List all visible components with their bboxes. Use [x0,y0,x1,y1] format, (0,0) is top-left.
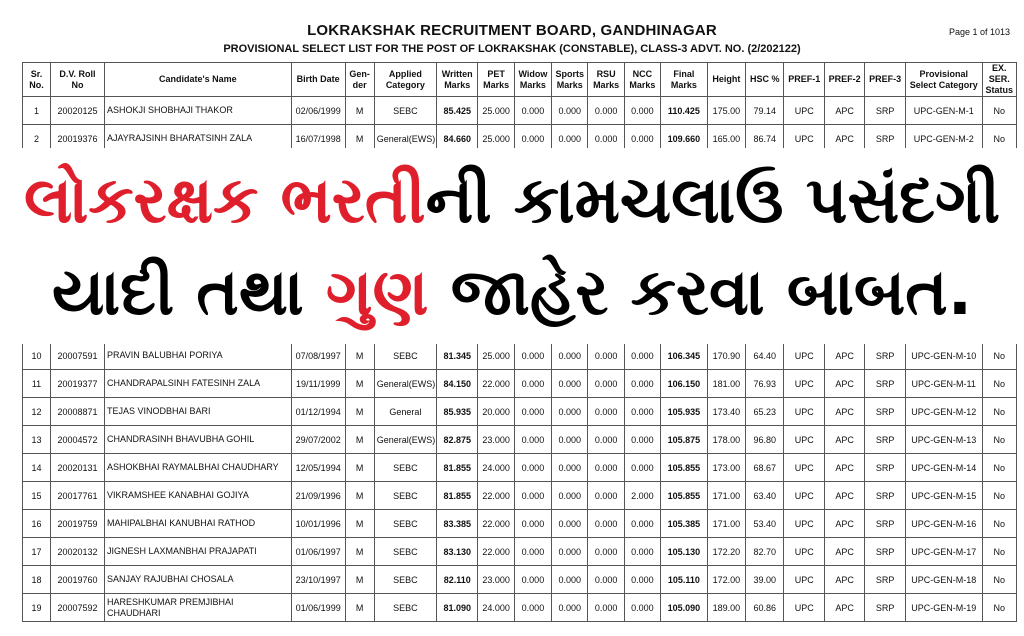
table-cell: 11 [23,370,51,398]
table-row [23,566,1017,594]
table-cell: SRP [865,125,905,153]
table-cell: 10 [23,342,51,370]
column-header: D.V. Roll No [51,63,105,97]
table-cell: 0.000 [514,125,551,153]
table-cell: M [345,594,374,622]
table-cell: 22.000 [478,510,514,538]
table-cell: 24.000 [478,594,514,622]
table-cell: SEBC [374,97,436,125]
table-cell: TEJAS VINODBHAI BARI [104,398,291,426]
table-cell: 24.000 [478,454,514,482]
table-cell: AJAYRAJSINH BHARATSINH ZALA [104,125,291,153]
table-cell: 20017761 [51,482,105,510]
table-cell: M [345,125,374,153]
table-cell: 20019377 [51,370,105,398]
table-cell: 22.000 [478,482,514,510]
table-row [23,398,1017,426]
table-row [23,594,1017,622]
table-cell: SRP [865,510,905,538]
table-cell: 20019376 [51,125,105,153]
table-cell: UPC [784,454,824,482]
table-cell: M [345,370,374,398]
table-cell: PRAVIN BALUBHAI PORIYA [104,342,291,370]
table-cell: No [982,426,1016,454]
table-cell: 0.000 [588,370,624,398]
table-cell: 2.000 [624,482,660,510]
table-cell: 165.00 [707,125,745,153]
table-cell: 173.00 [707,454,745,482]
table-cell: 0.000 [552,594,588,622]
table-cell: 10/01/1996 [291,510,345,538]
table-cell: 181.00 [707,370,745,398]
table-cell: 19/11/1999 [291,370,345,398]
table-cell: 20007592 [51,594,105,622]
table-cell: 63.40 [746,482,784,510]
table-cell: 0.000 [588,510,624,538]
table-cell: UPC-GEN-M-19 [905,594,982,622]
column-header: Candidate's Name [104,63,291,97]
table-cell: 173.40 [707,398,745,426]
document-subtitle: PROVISIONAL SELECT LIST FOR THE POST OF LOKRAKSHAK (CONSTABLE), CLASS-3 ADVT. NO. (2/202122) [223,43,801,55]
table-cell: UPC-GEN-M-12 [905,398,982,426]
table-cell: 84.660 [436,125,478,153]
table-cell: No [982,538,1016,566]
column-header: Sr. No. [23,63,51,97]
table-header-row [23,63,1017,97]
table-cell: SEBC [374,566,436,594]
table-cell: 96.80 [746,426,784,454]
table-cell: 0.000 [552,97,588,125]
table-cell: 0.000 [624,97,660,125]
table-cell: 81.090 [436,594,478,622]
table-cell: 105.855 [661,482,708,510]
table-cell: 1 [23,97,51,125]
table-cell: M [345,97,374,125]
table-cell: UPC-GEN-M-2 [905,125,982,153]
column-header: Written Marks [436,63,478,97]
table-row [23,426,1017,454]
table-cell: 20.000 [478,398,514,426]
table-cell: 0.000 [552,125,588,153]
table-cell: 20020131 [51,454,105,482]
table-cell: SRP [865,482,905,510]
banner-red-text-1: લોકરક્ષક ભરતી [23,164,426,238]
table-cell: UPC [784,482,824,510]
table-cell: 29/07/2002 [291,426,345,454]
table-cell: APC [824,398,864,426]
table-cell: M [345,454,374,482]
table-cell: 15 [23,482,51,510]
table-cell: General [374,398,436,426]
table-cell: No [982,398,1016,426]
table-cell: 16/07/1998 [291,125,345,153]
table-cell: 106.345 [661,342,708,370]
column-header: Applied Category [374,63,436,97]
table-cell: 13 [23,426,51,454]
table-cell: 0.000 [624,538,660,566]
table-cell: SRP [865,566,905,594]
table-cell: 0.000 [588,454,624,482]
table-cell: 22.000 [478,370,514,398]
table-cell: 12 [23,398,51,426]
table-cell: SRP [865,538,905,566]
table-cell: 0.000 [552,538,588,566]
table-cell: UPC-GEN-M-11 [905,370,982,398]
table-cell: 0.000 [514,454,551,482]
table-cell: 82.70 [746,538,784,566]
table-cell: UPC [784,566,824,594]
banner-line-2 [0,253,1024,333]
table-cell: 84.150 [436,370,478,398]
table-cell: 23.000 [478,566,514,594]
table-cell: 105.090 [661,594,708,622]
table-cell: CHANDRAPALSINH FATESINH ZALA [104,370,291,398]
table-cell: No [982,370,1016,398]
table-cell: No [982,510,1016,538]
table-cell: General(EWS) [374,370,436,398]
table-cell: 0.000 [588,125,624,153]
table-cell: 17 [23,538,51,566]
table-cell: APC [824,594,864,622]
table-cell: SRP [865,594,905,622]
table-cell: APC [824,566,864,594]
table-cell: No [982,566,1016,594]
table-cell: 0.000 [514,426,551,454]
table-cell: SEBC [374,594,436,622]
table-cell: MAHIPALBHAI KANUBHAI RATHOD [104,510,291,538]
column-header: Birth Date [291,63,345,97]
column-header: Provisional Select Category [905,63,982,97]
table-cell: General(EWS) [374,426,436,454]
table-cell: VIKRAMSHEE KANABHAI GOJIYA [104,482,291,510]
column-header: RSU Marks [588,63,624,97]
table-cell: 23/10/1997 [291,566,345,594]
table-cell: SRP [865,454,905,482]
table-cell: 81.855 [436,482,478,510]
table-cell: 12/05/1994 [291,454,345,482]
table-cell: UPC [784,370,824,398]
table-cell: SRP [865,370,905,398]
table-cell: 0.000 [514,594,551,622]
table-cell: 82.110 [436,566,478,594]
table-cell: 0.000 [514,566,551,594]
table-cell: No [982,125,1016,153]
table-cell: 16 [23,510,51,538]
document-title: LOKRAKSHAK RECRUITMENT BOARD, GANDHINAGAR [307,22,717,39]
column-header: NCC Marks [624,63,660,97]
table-cell: 39.00 [746,566,784,594]
table-cell: 60.86 [746,594,784,622]
table-cell: 20007591 [51,342,105,370]
table-cell: M [345,482,374,510]
table-cell: 21/09/1996 [291,482,345,510]
table-cell: 0.000 [552,342,588,370]
table-row [23,370,1017,398]
table-cell: 105.935 [661,398,708,426]
table-cell: 172.00 [707,566,745,594]
column-header: HSC % [746,63,784,97]
banner-red-text-2: ગુણ [325,256,429,330]
table-cell: No [982,482,1016,510]
table-cell: SRP [865,426,905,454]
table-cell: 0.000 [514,510,551,538]
table-cell: ASHOKBHAI RAYMALBHAI CHAUDHARY [104,454,291,482]
column-header: EX. SER. Status [982,63,1016,97]
table-cell: APC [824,97,864,125]
table-cell: 20008871 [51,398,105,426]
table-cell: 85.935 [436,398,478,426]
table-cell: CHANDRASINH BHAVUBHA GOHIL [104,426,291,454]
select-list-table-top [22,62,1017,153]
table-cell: 175.00 [707,97,745,125]
table-cell: SRP [865,97,905,125]
table-cell: 0.000 [588,566,624,594]
banner-black-text-2b: જાહેર કરવા બાબત. [428,256,973,330]
table-cell: 0.000 [624,566,660,594]
table-cell: 14 [23,454,51,482]
table-cell: 0.000 [588,594,624,622]
table-cell: UPC [784,594,824,622]
table-cell: 106.150 [661,370,708,398]
column-header: PREF-2 [824,63,864,97]
table-cell: 20019759 [51,510,105,538]
select-list-table-bottom [22,341,1017,622]
table-cell: SEBC [374,482,436,510]
table-cell: UPC [784,538,824,566]
table-cell: 81.855 [436,454,478,482]
table-cell: 79.14 [746,97,784,125]
table-cell: 01/12/1994 [291,398,345,426]
table-cell: 0.000 [514,398,551,426]
table-cell: 18 [23,566,51,594]
table-cell: 110.425 [661,97,708,125]
table-cell: SEBC [374,342,436,370]
table-cell: 189.00 [707,594,745,622]
table-cell: 0.000 [514,370,551,398]
table-cell: M [345,538,374,566]
table-cell: SRP [865,398,905,426]
table-cell: UPC [784,125,824,153]
table-cell: 02/06/1999 [291,97,345,125]
table-cell: 23.000 [478,426,514,454]
table-cell: APC [824,125,864,153]
table-cell: UPC-GEN-M-16 [905,510,982,538]
table-row [23,538,1017,566]
table-cell: 0.000 [588,97,624,125]
table-cell: 0.000 [588,482,624,510]
table-cell: 105.110 [661,566,708,594]
table-cell: 82.875 [436,426,478,454]
banner-black-text-2a: યાદી તથા [51,256,326,330]
table-cell: 105.875 [661,426,708,454]
table-cell: 81.345 [436,342,478,370]
column-header: Sports Marks [552,63,588,97]
table-cell: 172.20 [707,538,745,566]
table-cell: UPC-GEN-M-1 [905,97,982,125]
table-cell: UPC [784,342,824,370]
table-cell: M [345,566,374,594]
table-cell: 109.660 [661,125,708,153]
column-header: PREF-3 [865,63,905,97]
table-cell: APC [824,426,864,454]
table-row [23,97,1017,125]
table-cell: HARESHKUMAR PREMJIBHAI CHAUDHARI [104,594,291,622]
table-cell: 68.67 [746,454,784,482]
table-cell: 0.000 [514,538,551,566]
table-cell: APC [824,370,864,398]
table-cell: 0.000 [624,594,660,622]
column-header: PET Marks [478,63,514,97]
table-cell: No [982,342,1016,370]
table-cell: 76.93 [746,370,784,398]
table-cell: 105.855 [661,454,708,482]
table-cell: 0.000 [552,510,588,538]
table-cell: 0.000 [624,426,660,454]
table-row [23,342,1017,370]
banner-line-1 [0,161,1024,241]
column-header: PREF-1 [784,63,824,97]
table-row [23,482,1017,510]
column-header: Widow Marks [514,63,551,97]
table-cell: APC [824,342,864,370]
page-indicator: Page 1 of 1013 [948,27,1010,37]
table-cell: 20020125 [51,97,105,125]
table-cell: 19 [23,594,51,622]
table-cell: 105.385 [661,510,708,538]
table-cell: M [345,510,374,538]
table-cell: 0.000 [624,342,660,370]
table-cell: SRP [865,342,905,370]
table-cell: 0.000 [624,454,660,482]
table-cell: 171.00 [707,510,745,538]
table-cell: APC [824,538,864,566]
table-cell: 178.00 [707,426,745,454]
table-cell: M [345,398,374,426]
table-cell: 0.000 [552,426,588,454]
table-cell: No [982,97,1016,125]
table-cell: 25.000 [478,97,514,125]
table-cell: UPC [784,398,824,426]
table-cell: 01/06/1999 [291,594,345,622]
table-cell: 0.000 [552,370,588,398]
table-cell: UPC [784,97,824,125]
table-cell: JIGNESH LAXMANBHAI PRAJAPATI [104,538,291,566]
column-header: Height [707,63,745,97]
table-cell: 171.00 [707,482,745,510]
table-cell: UPC [784,510,824,538]
table-cell: APC [824,510,864,538]
table-cell: 83.130 [436,538,478,566]
table-cell: M [345,342,374,370]
table-cell: 01/06/1997 [291,538,345,566]
table-cell: UPC-GEN-M-13 [905,426,982,454]
table-cell: 0.000 [624,125,660,153]
table-cell: UPC [784,426,824,454]
table-cell: SEBC [374,538,436,566]
table-cell: UPC-GEN-M-17 [905,538,982,566]
table-cell: 25.000 [478,342,514,370]
table-cell: 20020132 [51,538,105,566]
table-cell: UPC-GEN-M-10 [905,342,982,370]
table-cell: ASHOKJI SHOBHAJI THAKOR [104,97,291,125]
table-cell: No [982,594,1016,622]
table-cell: SANJAY RAJUBHAI CHOSALA [104,566,291,594]
table-cell: 20019760 [51,566,105,594]
column-header: Gen-der [345,63,374,97]
table-cell: 0.000 [514,482,551,510]
table-cell: 0.000 [588,398,624,426]
table-cell: UPC-GEN-M-15 [905,482,982,510]
table-cell: 22.000 [478,538,514,566]
table-row [23,454,1017,482]
table-cell: M [345,426,374,454]
table-cell: 0.000 [588,342,624,370]
table-cell: 0.000 [552,454,588,482]
table-cell: 07/08/1997 [291,342,345,370]
table-cell: 0.000 [588,538,624,566]
table-cell: UPC-GEN-M-14 [905,454,982,482]
banner-black-text-1: ની કામચલાઉ પસંદગી [425,164,1001,238]
table-cell: 53.40 [746,510,784,538]
table-cell: 105.130 [661,538,708,566]
table-cell: 25.000 [478,125,514,153]
table-cell: No [982,454,1016,482]
table-cell: 20004572 [51,426,105,454]
table-cell: 0.000 [552,398,588,426]
table-cell: APC [824,482,864,510]
table-cell: General(EWS) [374,125,436,153]
table-cell: UPC-GEN-M-18 [905,566,982,594]
column-header: Final Marks [661,63,708,97]
table-cell: SEBC [374,510,436,538]
table-cell: 0.000 [552,566,588,594]
table-cell: 170.90 [707,342,745,370]
table-cell: 0.000 [552,482,588,510]
table-cell: 85.425 [436,97,478,125]
table-cell: 0.000 [514,342,551,370]
table-cell: 64.40 [746,342,784,370]
table-cell: 2 [23,125,51,153]
table-cell: 0.000 [624,510,660,538]
table-cell: 0.000 [514,97,551,125]
table-cell: 0.000 [624,398,660,426]
table-cell: APC [824,454,864,482]
table-cell: 0.000 [624,370,660,398]
table-cell: 65.23 [746,398,784,426]
table-cell: 83.385 [436,510,478,538]
table-row [23,510,1017,538]
table-cell: SEBC [374,454,436,482]
table-cell: 0.000 [588,426,624,454]
table-cell: 86.74 [746,125,784,153]
